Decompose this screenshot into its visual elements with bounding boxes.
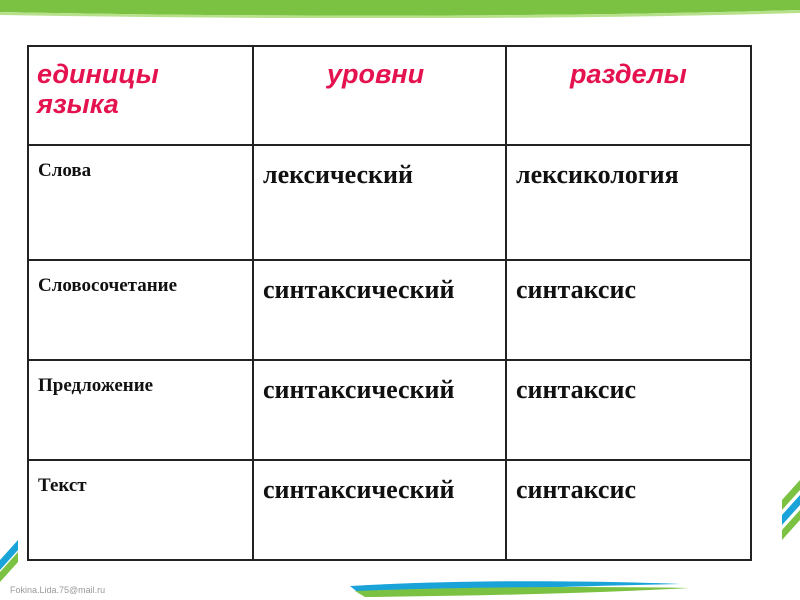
header-units: единицы языка <box>28 46 253 145</box>
header-levels: уровни <box>253 46 506 145</box>
table-row <box>28 145 751 260</box>
level-cell: синтаксический <box>253 260 506 360</box>
header-sections: разделы <box>506 46 751 145</box>
level-cell: лексический <box>253 145 506 260</box>
top-decorative-band <box>0 0 800 18</box>
section-cell: синтаксис <box>506 260 751 360</box>
author-watermark: Fokina.Lida.75@mail.ru <box>10 585 106 595</box>
unit-cell: Текст <box>28 460 253 560</box>
table-row <box>28 260 751 360</box>
unit-cell: Словосочетание <box>28 260 253 360</box>
level-cell: синтаксический <box>253 360 506 460</box>
unit-cell: Предложение <box>28 360 253 460</box>
section-cell: лексикология <box>506 145 751 260</box>
section-cell: синтаксис <box>506 360 751 460</box>
right-ribbon-decoration <box>778 470 800 560</box>
table-row <box>28 360 751 460</box>
table-row <box>28 460 751 560</box>
level-cell: синтаксический <box>253 460 506 560</box>
unit-cell: Слова <box>28 145 253 260</box>
language-units-table <box>27 45 752 561</box>
section-cell: синтаксис <box>506 460 751 560</box>
bottom-decorative-swoosh <box>0 560 800 600</box>
table-header-row <box>28 46 751 145</box>
left-ribbon-decoration <box>0 520 22 590</box>
